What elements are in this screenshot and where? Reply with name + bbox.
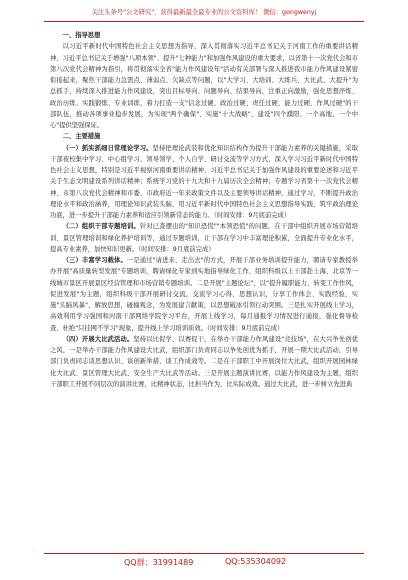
paragraph-guiding-ideology: 以习近平新时代中国特色社会主义思想为指导，深入贯彻落实习近平总书记关于河南工作的重要讲话精神、习近平总书记关于增强"八项本领"、提升"七种能力"和加强作风建设的重大要求，以省第十一次党代会和市第八次党代会精神为指引，将贯彻落实全省"能力作风建设年"活动有关部署与深入推进我市能力作风建设紧密衔接起来，聚焦干部能力急需点、薄弱点、欠缺点等问题，以"大学习、大培训、大练兵、大比武、大提升"为总抓手，持续深入推进能力作风建设，突出目标导向、问题导向、结果导向，注重正向激励，强化思想淬炼、政治历练、实践锻炼、专业训练，着力打造一支"信念过硬、政治过硬、责任过硬、能力过硬、作风过硬"的干部队伍，推动各项事业稳步发展，为实现"两个确保"、实施"十大战略"、建设"四个濮阳、一个高地、一个中心"提供坚强保证。 xyxy=(50,43,358,129)
measure-4-heading: （四）开展大比武活动。 xyxy=(62,335,134,343)
measure-4-text: 坚持以比促学、以赛促干，在举办干部能力作风建设"竞技场"，在大兴争先创优之风，一是举办干部能力作风建设大比武，组织部门负责同志以争先创优为抓手，开展一期大比武活动，引导部门负责同志谈思想认识、谈创新举措、谈工作成效等。二是在干部职工中开展岗位大比武，组织开展园林绿化大比武、景区管理大比武、安全生产大比武等活动。三是开展主题演讲比赛，以能力作风建设为主题，组织干部职工开展不同层次的演讲比赛，比精神状态，比担当作为，比实际成效。通过大比武，进一步树立先进典 xyxy=(50,335,359,388)
paragraph-measure-4 xyxy=(50,334,358,390)
document-body xyxy=(50,30,358,390)
promo-header xyxy=(0,8,408,26)
measure-3-text: 一是通过"请进来、走出去"的方式，开展干部业务培训提升能力，聘请专家教授举办开展"高质量转型发展"专题培训，聘请绿化专家到实地指导绿化工作，组织科级以上干部赴上海、北京等一线城市景区开展景区经营管理和市场营销专题培训。二是开展"主题论坛"，以"提升履职能力，转变工作作风，促进发展"为主题，组织科级干部开展研讨交流，交流学习心得、思想认识，分享工作体会、实践经验，实施"头脑风暴"，解放思想，碰撞观念，为发展建言献策，以思想破冰引领行动突围。三是扎实开展线上学习，高效利用学习强国和河南干部网络学院学习平台，开展上线学习，每月通报学习情况进行通报，强化督导检查，杜绝"只挂网不学习"现象，提升线上学习培训质效。（时间安排：9月底前完成） xyxy=(50,257,358,332)
qq-contact-text: QQ:535304092 xyxy=(225,557,287,566)
promo-footer xyxy=(0,553,408,569)
measure-1-text: 坚持把理论武装和优化知识结构作为提升干部能力素养的关键措施，采取干部夜校集中学习、中心组学习、领导领学、个人自学、研讨交流等学习方式，深入学习习近平新时代中国特色社会主义思想，特别是习近平视察河南重要讲话精神、习近平总书记关于加强作风建设的重要论述和习近平关于生态文明建设系列讲话精神；系统学习党的十九大和十九届历次全会精神；专题学习省第十一次党代会精神、市第八次党代会精神和市委、市政府近一年来政策文件以及主要领导讲话精神，通过学习，不断提升政治理论水平和政治涵养，用理论知识武装头脑，用习近平新时代中国特色社会主义思想指导实践，筑牢政治理论功底，进一步提升干部能力素养和适应引领新常态的能力。（时间安排：9月底前完成） xyxy=(50,144,359,219)
qq-group-text: QQ群：31991489 xyxy=(124,558,194,567)
measure-2-text: 针对已查摆出的"知识恐慌""本领恐慌"的问题，在干部中组织开展市场营销培训、景区管理培训和绿化养护培训等，通过专题培训，让干部在学习中丰富理论积累，全面提升专业化水平，提高专业素养，加快知识更新。（时间安排：9月底前完成） xyxy=(50,223,358,253)
measure-2-heading: （二）组织干部专题培训。 xyxy=(62,223,140,231)
paragraph-measure-3 xyxy=(50,255,358,334)
measure-3-heading: （三）丰富学习载体。 xyxy=(62,257,127,264)
measure-1-heading: （一）抓实抓细日常理论学习。 xyxy=(62,144,153,152)
section-heading-guiding-ideology: 一、指导思想 xyxy=(62,32,101,39)
footer-divider xyxy=(44,553,364,554)
section-heading-main-measures: 二、主要措施 xyxy=(62,133,101,141)
promo-banner-text: 关注头条号"公文研究"，获得最新最全最专业的公文资料库！ 微信：gongwenyj xyxy=(91,9,317,16)
paragraph-measure-2 xyxy=(50,221,358,255)
paragraph-measure-1 xyxy=(50,143,358,222)
header-divider xyxy=(44,21,364,22)
